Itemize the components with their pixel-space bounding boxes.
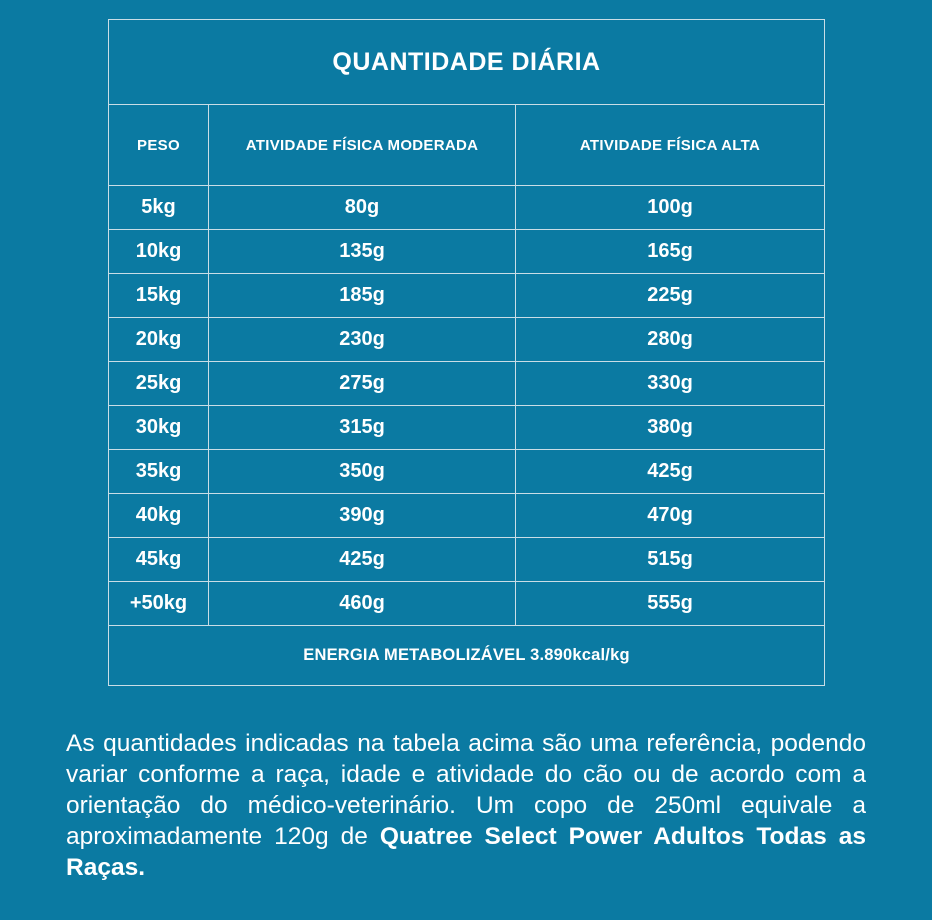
feeding-note <box>66 728 866 883</box>
high-amount-cell: 555g <box>516 582 825 626</box>
weight-cell: +50kg <box>109 582 209 626</box>
weight-cell: 45kg <box>109 538 209 582</box>
moderate-amount-cell: 185g <box>209 274 516 318</box>
moderate-amount-cell: 460g <box>209 582 516 626</box>
weight-cell: 40kg <box>109 494 209 538</box>
header-high-activity: ATIVIDADE FÍSICA ALTA <box>516 105 825 186</box>
moderate-amount-cell: 350g <box>209 450 516 494</box>
high-amount-cell: 380g <box>516 406 825 450</box>
table-title-row <box>109 20 825 105</box>
table-row <box>109 538 825 582</box>
header-moderate-activity: ATIVIDADE FÍSICA MODERADA <box>209 105 516 186</box>
weight-cell: 10kg <box>109 230 209 274</box>
table-header-row <box>109 105 825 186</box>
table-row <box>109 274 825 318</box>
high-amount-cell: 515g <box>516 538 825 582</box>
table-row <box>109 494 825 538</box>
weight-cell: 5kg <box>109 186 209 230</box>
moderate-amount-cell: 230g <box>209 318 516 362</box>
table-row <box>109 406 825 450</box>
table-title: QUANTIDADE DIÁRIA <box>109 20 825 105</box>
high-amount-cell: 225g <box>516 274 825 318</box>
product-name: Quatree Select Power Adultos Todas as Raças. <box>66 823 866 881</box>
table-row <box>109 450 825 494</box>
header-weight: PESO <box>109 105 209 186</box>
high-amount-cell: 330g <box>516 362 825 406</box>
weight-cell: 25kg <box>109 362 209 406</box>
note-text: As quantidades indicadas na tabela acima são uma referência, podendo variar conforme a raça, idade e atividade do cão ou de acordo com a orientação do médico-veterinário. Um copo de 250ml equivale a aproximadamente 120g de <box>66 730 866 850</box>
moderate-amount-cell: 135g <box>209 230 516 274</box>
moderate-amount-cell: 275g <box>209 362 516 406</box>
weight-cell: 35kg <box>109 450 209 494</box>
table-row <box>109 230 825 274</box>
high-amount-cell: 280g <box>516 318 825 362</box>
table-row <box>109 318 825 362</box>
table-row <box>109 362 825 406</box>
moderate-amount-cell: 315g <box>209 406 516 450</box>
energy-footer: ENERGIA METABOLIZÁVEL 3.890kcal/kg <box>109 626 825 686</box>
feeding-table <box>108 19 825 686</box>
weight-cell: 20kg <box>109 318 209 362</box>
high-amount-cell: 165g <box>516 230 825 274</box>
high-amount-cell: 425g <box>516 450 825 494</box>
high-amount-cell: 100g <box>516 186 825 230</box>
table-row <box>109 582 825 626</box>
weight-cell: 30kg <box>109 406 209 450</box>
table-row <box>109 186 825 230</box>
weight-cell: 15kg <box>109 274 209 318</box>
moderate-amount-cell: 425g <box>209 538 516 582</box>
table-footer-row <box>109 626 825 686</box>
high-amount-cell: 470g <box>516 494 825 538</box>
moderate-amount-cell: 390g <box>209 494 516 538</box>
moderate-amount-cell: 80g <box>209 186 516 230</box>
